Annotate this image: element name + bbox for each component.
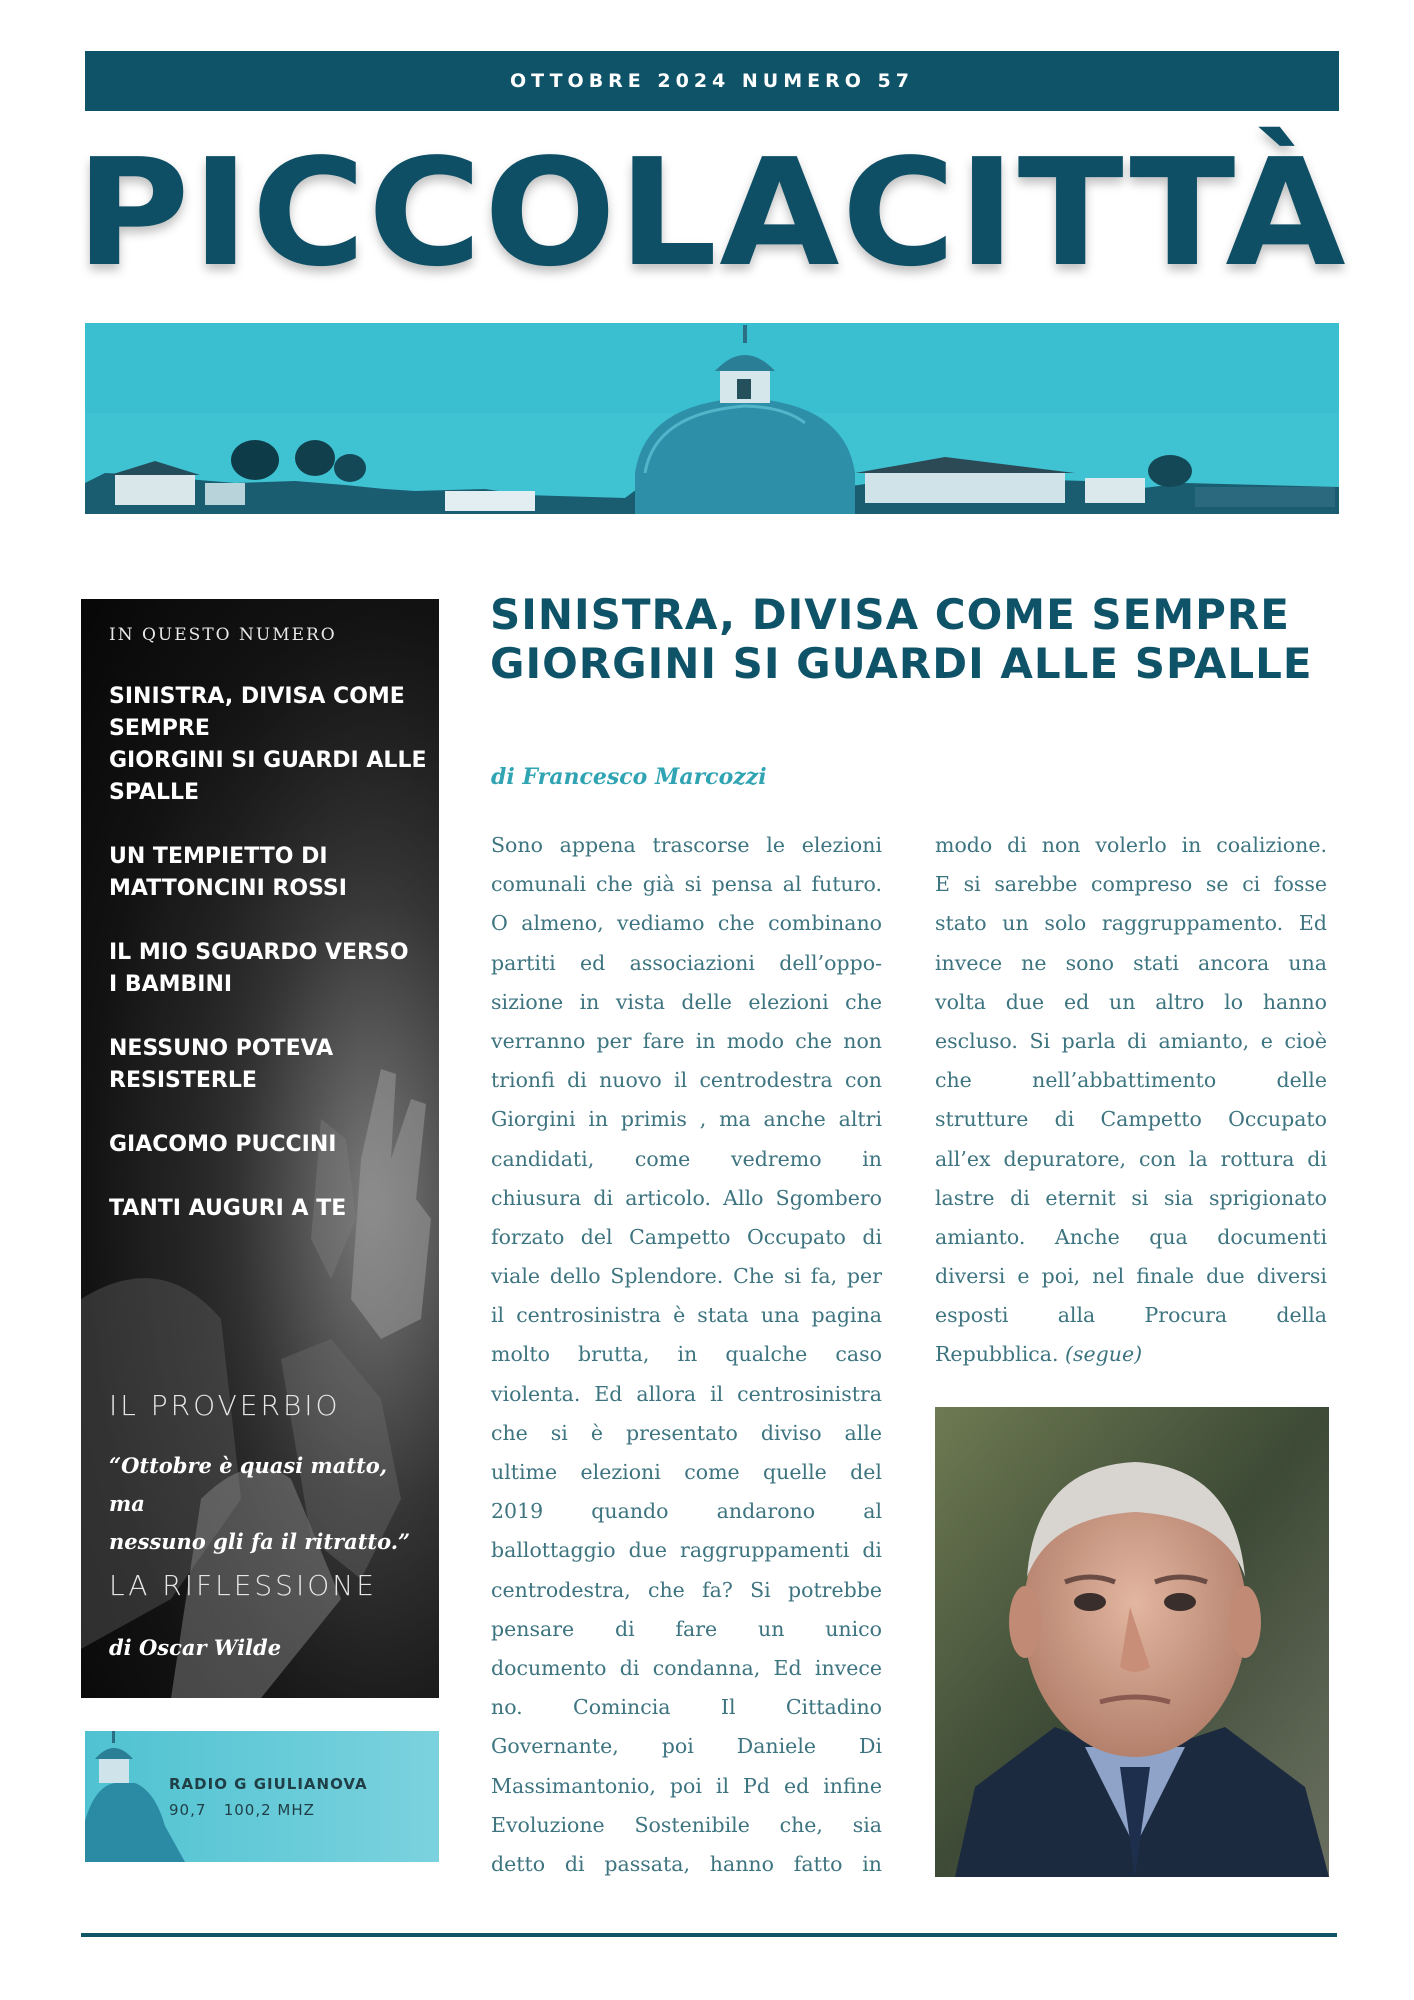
article-line: violenta. Ed allora il centrosinistra — [491, 1381, 882, 1406]
article-line: sizione in vista delle elezioni che — [491, 989, 882, 1014]
article-line: no. Comincia Il Cittadino — [491, 1695, 882, 1720]
reflection-label: LA RIFLESSIONE — [109, 1569, 377, 1602]
article-line: il centrosinistra è stata una pagina — [491, 1303, 882, 1328]
article-line: candidati, come vedremo in — [491, 1146, 882, 1171]
article-line: escluso. Si parla di amianto, e cioè — [935, 1028, 1327, 1053]
contents-item-line: TANTI AUGURI A TE — [109, 1196, 347, 1221]
contents-item-line: NESSUNO POTEVA — [109, 1036, 334, 1061]
article-line: Evoluzione Sostenibile che, sia — [491, 1812, 882, 1837]
article-line: pensare di fare un unico — [491, 1616, 882, 1641]
issue-line: OTTOBRE 2024 NUMERO 57 — [510, 70, 914, 92]
article-line: 2019 quando andarono al — [491, 1499, 882, 1524]
contents-item-line: GIACOMO PUCCINI — [109, 1132, 337, 1157]
article-line: Governante, poi Daniele Di — [491, 1734, 882, 1759]
contents-item-line: GIORGINI SI GUARDI ALLE — [109, 748, 427, 773]
article-line: lastre di eternit si sia sprigionato — [935, 1185, 1327, 1210]
article-line: O almeno, vediamo che combinano — [491, 911, 882, 936]
article-line: documento di condanna, Ed invece — [491, 1655, 882, 1680]
headline-line: GIORGINI SI GUARDI ALLE SPALLE — [490, 639, 1313, 688]
article-line: esposti alla Procura della — [935, 1303, 1327, 1328]
contents-item-line: RESISTERLE — [109, 1068, 257, 1093]
article-line: verranno per fare in modo che non — [491, 1028, 882, 1053]
proverb-label: IL PROVERBIO — [109, 1389, 341, 1422]
article-line: volta due ed un altro lo hanno — [935, 989, 1327, 1014]
contents-item[interactable] — [109, 841, 429, 905]
continued-note: (segue) — [1065, 1342, 1143, 1367]
article-line: ultime elezioni come quelle del — [491, 1460, 882, 1484]
proverb-quote — [109, 1447, 429, 1561]
article-line: E si sarebbe compreso se ci fosse — [935, 872, 1327, 897]
article-line: Giorgini in primis , ma anche altri — [491, 1107, 882, 1132]
contents-item[interactable] — [109, 937, 429, 1001]
article-line: che si è presentato diviso alle — [491, 1420, 882, 1445]
contents-item-line: SEMPRE — [109, 716, 210, 741]
dome-graphic — [85, 1731, 439, 1862]
politician-portrait — [935, 1407, 1329, 1877]
article-line: che nell’abbattimento delle — [935, 1068, 1327, 1093]
skyline-illustration — [85, 323, 1339, 514]
article-headline — [490, 590, 1350, 688]
proverb-line: nessuno gli fa il ritratto.” — [109, 1529, 411, 1554]
radio-ad — [85, 1731, 439, 1862]
article-line: strutture di Campetto Occupato — [935, 1107, 1327, 1132]
article-line: amianto. Anche qua documenti — [935, 1224, 1327, 1249]
masthead-title: PICCOLACITTÀ — [75, 127, 1349, 299]
proverb-line: “Ottobre è quasi matto, ma — [109, 1453, 388, 1516]
article-line: invece ne sono stati ancora una — [935, 950, 1327, 975]
reflection-author: di Oscar Wilde — [109, 1635, 282, 1660]
radio-name: RADIO G GIULIANOVA — [169, 1775, 368, 1793]
contents-list — [109, 681, 429, 1257]
article-line: molto brutta, in qualche caso — [491, 1342, 882, 1367]
contents-item-line: UN TEMPIETTO DI — [109, 844, 328, 869]
bottom-rule — [81, 1933, 1337, 1937]
skyline-banner — [85, 323, 1339, 514]
radio-frequency: 90,7 100,2 MHZ — [169, 1801, 315, 1819]
article-line: all’ex depuratore, con la rottura di — [935, 1146, 1327, 1171]
contents-item-line: MATTONCINI ROSSI — [109, 876, 347, 901]
contents-item-line: IL MIO SGUARDO VERSO — [109, 940, 409, 965]
article-line: diversi e poi, nel finale due diversi — [935, 1264, 1327, 1289]
contents-item[interactable] — [109, 1193, 429, 1225]
article-final-text: Repubblica. — [935, 1342, 1059, 1367]
article-line: comunali che già si pensa al futuro. — [491, 872, 882, 897]
article-column-1 — [491, 826, 882, 1884]
contents-item[interactable] — [109, 681, 429, 809]
article-line: centrodestra, che fa? Si potrebbe — [491, 1577, 882, 1602]
contents-item-line: I BAMBINI — [109, 972, 233, 997]
article-byline: di Francesco Marcozzi — [491, 764, 767, 790]
article-column-2 — [935, 826, 1327, 1375]
article-line: Massimantonio, poi il Pd ed infine — [491, 1773, 882, 1798]
article-line: viale dello Splendore. Che si fa, per — [491, 1264, 882, 1289]
contents-item-line: SINISTRA, DIVISA COME — [109, 684, 405, 709]
article-line: ballottaggio due raggruppamenti di — [491, 1538, 882, 1563]
article-line — [935, 1335, 1327, 1374]
issue-bar — [85, 51, 1339, 111]
headline-line: SINISTRA, DIVISA COME SEMPRE — [490, 590, 1290, 639]
sidebar-contents — [81, 599, 439, 1698]
portrait-image — [935, 1407, 1329, 1877]
article-line: trionfi di nuovo il centrodestra con — [491, 1068, 882, 1093]
article-line: detto di passata, hanno fatto in — [491, 1851, 882, 1876]
article-line: chiusura di articolo. Allo Sgombero — [491, 1185, 882, 1210]
contents-item-line: SPALLE — [109, 780, 200, 805]
masthead — [75, 118, 1349, 308]
contents-item[interactable] — [109, 1033, 429, 1097]
article-line: stato un solo raggruppamento. Ed — [935, 911, 1327, 936]
contents-item[interactable] — [109, 1129, 429, 1161]
article-line: partiti ed associazioni dell’oppo- — [491, 950, 882, 975]
contents-heading: IN QUESTO NUMERO — [109, 625, 337, 645]
article-line: forzato del Campetto Occupato di — [491, 1224, 882, 1249]
article-line: modo di non volerlo in coalizione. — [935, 833, 1327, 857]
article-line: Sono appena trascorse le elezioni — [491, 833, 882, 857]
